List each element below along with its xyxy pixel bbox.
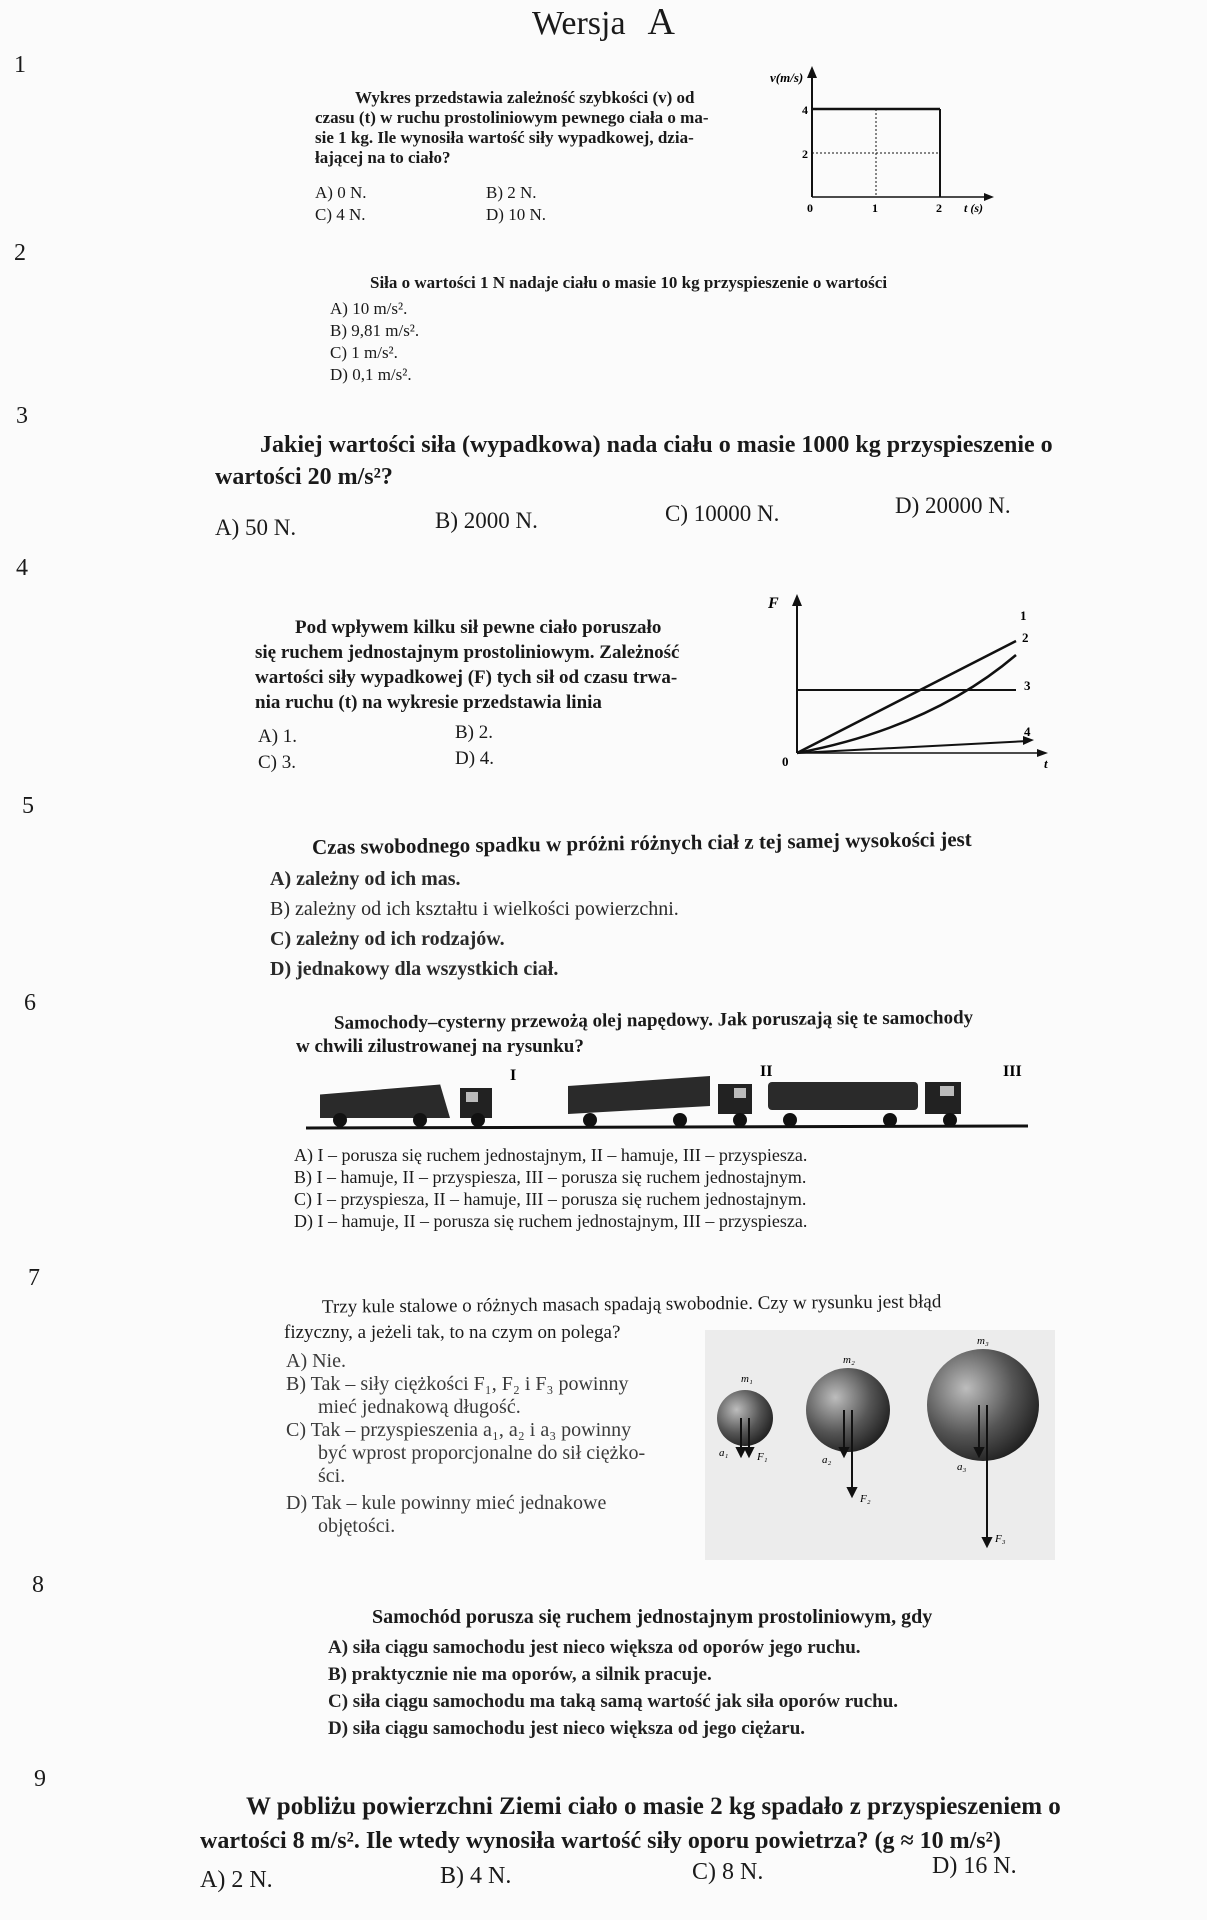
option-d: D) I – hamuje, II – porusza się ruchem jednostajnym, III – przyspiesza. (294, 1211, 808, 1231)
option-b: B) zależny od ich kształtu i wielkości powierzchni. (270, 898, 679, 920)
option-c: C) 1 m/s². (330, 343, 398, 362)
y-axis-label: v(m/s) (770, 70, 804, 85)
option-c: C) 4 N. (315, 205, 366, 224)
line-label: 2 (1022, 630, 1029, 645)
option-c: C) I – przyspiesza, II – hamuje, III – porusza się ruchem jednostajnym. (294, 1189, 807, 1209)
truck-two (568, 1076, 752, 1127)
acceleration-label: a₃ (957, 1461, 967, 1473)
origin-label: 0 (782, 754, 789, 769)
option-b: B) 2000 N. (435, 508, 538, 533)
question-number: 5 (22, 793, 34, 819)
question-3-text-cont: wartości 20 m/s²? (215, 464, 393, 490)
title-word: Wersja (531, 5, 626, 42)
option-b: B) praktycznie nie ma oporów, a silnik pracuje. (328, 1664, 712, 1685)
option-d: D) siła ciągu samochodu jest nieco większa od jego ciężaru. (328, 1718, 806, 1739)
version-letter: A (647, 1, 675, 43)
question-6-options (294, 1144, 807, 1232)
question-9-text-cont: wartości 8 m/s². Ile wtedy wynosiła wartość siły oporu powietrza? (g ≈ 10 m/s²) (200, 1828, 1001, 1854)
force-label: F₃ (995, 1533, 1006, 1545)
question-number: 6 (24, 990, 36, 1016)
question-4-text: Pod wpływem kilku sił pewne ciało poruszało się ruchem jednostajnym prostoliniowym. Zależność wartości siły wypadkowej (F) tych sił od czasu trwa- nia ruchu (t) na wykresie przedstawia linia (255, 617, 680, 713)
truck-label: II (760, 1063, 773, 1080)
question-number: 3 (16, 403, 28, 429)
x-axis-label: t (1044, 756, 1048, 771)
page-title (0, 0, 1207, 44)
question-2-text: Siła o wartości 1 N nadaje ciału o masie 10 kg przyspieszenie o wartości (370, 273, 888, 292)
mass-label: m₃ (977, 1335, 989, 1347)
question-8-options (328, 1634, 898, 1742)
question-number: 7 (28, 1265, 40, 1291)
question-6-text-cont: w chwili zilustrowanej na rysunku? (296, 1036, 584, 1057)
option-a: A) I – porusza się ruchem jednostajnym, II – hamuje, III – przyspiesza. (294, 1145, 808, 1165)
truck-one (320, 1084, 492, 1127)
option-c: C) Tak – przyspieszenia a₁, a₂ i a₃ powinny (286, 1419, 632, 1441)
question-7-text-cont: fizyczny, a jeżeli tak, to na czym on polega? (284, 1322, 621, 1343)
y-axis-label: F (768, 595, 779, 612)
line-label: 4 (1024, 724, 1031, 739)
question-7-text: Trzy kule stalowe o różnych masach spadają swobodnie. Czy w rysunku jest błąd (321, 1291, 942, 1318)
force-time-graph (760, 588, 1060, 773)
option-a: A) zależny od ich mas. (270, 868, 461, 890)
option-a: A) 2 N. (200, 1867, 273, 1893)
question-7-options: A) Nie. B) Tak – siły ciężkości F₁, F₂ i F₃ powinny mieć jednakową długość. C) Tak – przyspieszenia a₁, a₂ i a₃ powinny być wprost proporcjonalne do sił ciężko- ści. D) Tak – kule powinny mieć jednakowe objętości. (286, 1350, 706, 1538)
force-label: F₂ (860, 1493, 871, 1505)
option-c: C) 8 N. (692, 1859, 764, 1885)
option-d: D) 20000 N. (895, 493, 1011, 518)
option-d: D) 0,1 m/s². (330, 365, 412, 384)
ball-large (927, 1349, 1039, 1461)
origin-label: 0 (807, 201, 813, 215)
ball-small (717, 1390, 773, 1446)
option-b: B) 2. (455, 722, 493, 743)
option-a: A) Nie. (286, 1350, 346, 1372)
question-number: 8 (32, 1572, 44, 1598)
option-c: C) 3. (258, 752, 296, 773)
question-1-text: Wykres przedstawia zależność szybkości (v) od czasu (t) w ruchu prostoliniowym pewnego ciała o ma- sie 1 kg. Ile wynosiła wartość siły wypadkowej, dzia- łającej na to ciało? (315, 88, 709, 167)
question-2-options (330, 298, 419, 386)
option-c: C) zależny od ich rodzajów. (270, 928, 505, 950)
truck-three (768, 1082, 961, 1127)
question-number: 4 (16, 555, 28, 581)
question-number: 1 (14, 52, 26, 78)
question-3-text: Jakiej wartości siła (wypadkowa) nada ciału o masie 1000 kg przyspieszenie o (260, 432, 1053, 458)
question-5-text: Czas swobodnego spadku w próżni różnych ciał z tej samej wysokości jest (311, 826, 972, 860)
option-d: D) Tak – kule powinny mieć jednakowe (286, 1492, 607, 1514)
option-b: B) 4 N. (440, 1863, 512, 1889)
option-d: D) jednakowy dla wszystkich ciał. (270, 958, 559, 980)
falling-balls-figure (705, 1330, 1055, 1560)
truck-label: III (1003, 1063, 1022, 1080)
option-a: A) 50 N. (215, 515, 297, 540)
option-a: A) 1. (258, 726, 298, 747)
x-tick: 1 (872, 201, 878, 215)
force-label: F₁ (757, 1451, 768, 1463)
option-b: B) I – hamuje, II – przyspiesza, III – porusza się ruchem jednostajnym. (294, 1167, 807, 1187)
question-6-text: Samochody–cysterny przewożą olej napędowy. Jak poruszają się te samochody (333, 1007, 974, 1034)
line-label: 3 (1024, 678, 1031, 693)
question-8-text: Samochód porusza się ruchem jednostajnym prostoliniowym, gdy (372, 1606, 933, 1628)
option-d: D) 16 N. (932, 1853, 1017, 1879)
option-b: B) 9,81 m/s². (330, 321, 420, 340)
y-tick: 4 (802, 103, 808, 117)
question-5-options (270, 864, 679, 984)
option-b: B) 2 N. (486, 183, 537, 202)
tanker-trucks-figure (300, 1060, 1030, 1132)
x-axis-label: t (s) (964, 201, 983, 215)
acceleration-label: a₂ (822, 1454, 832, 1466)
option-b: B) Tak – siły ciężkości F₁, F₂ i F₃ powinny (286, 1373, 629, 1395)
option-a: A) siła ciągu samochodu jest nieco większa od oporów jego ruchu. (328, 1637, 861, 1658)
question-number: 9 (34, 1766, 46, 1792)
option-a: A) 0 N. (315, 183, 367, 202)
acceleration-label: a₁ (719, 1447, 729, 1459)
x-tick: 2 (936, 201, 942, 215)
line-label: 1 (1020, 608, 1027, 623)
option-a: A) 10 m/s². (330, 299, 408, 318)
y-tick: 2 (802, 147, 808, 161)
question-9-text: W pobliżu powierzchni Ziemi ciało o masie 2 kg spadało z przyspieszeniem o (246, 1793, 1061, 1820)
truck-label: I (510, 1067, 517, 1084)
velocity-time-graph (760, 62, 1000, 222)
option-d: D) 4. (455, 748, 495, 769)
mass-label: m₂ (843, 1354, 855, 1366)
ball-medium (806, 1368, 890, 1452)
question-number: 2 (14, 240, 26, 266)
option-c: C) 10000 N. (665, 501, 780, 526)
option-c: C) siła ciągu samochodu ma taką samą wartość jak siła oporów ruchu. (328, 1691, 899, 1712)
option-d: D) 10 N. (486, 205, 546, 224)
mass-label: m₁ (741, 1373, 753, 1385)
